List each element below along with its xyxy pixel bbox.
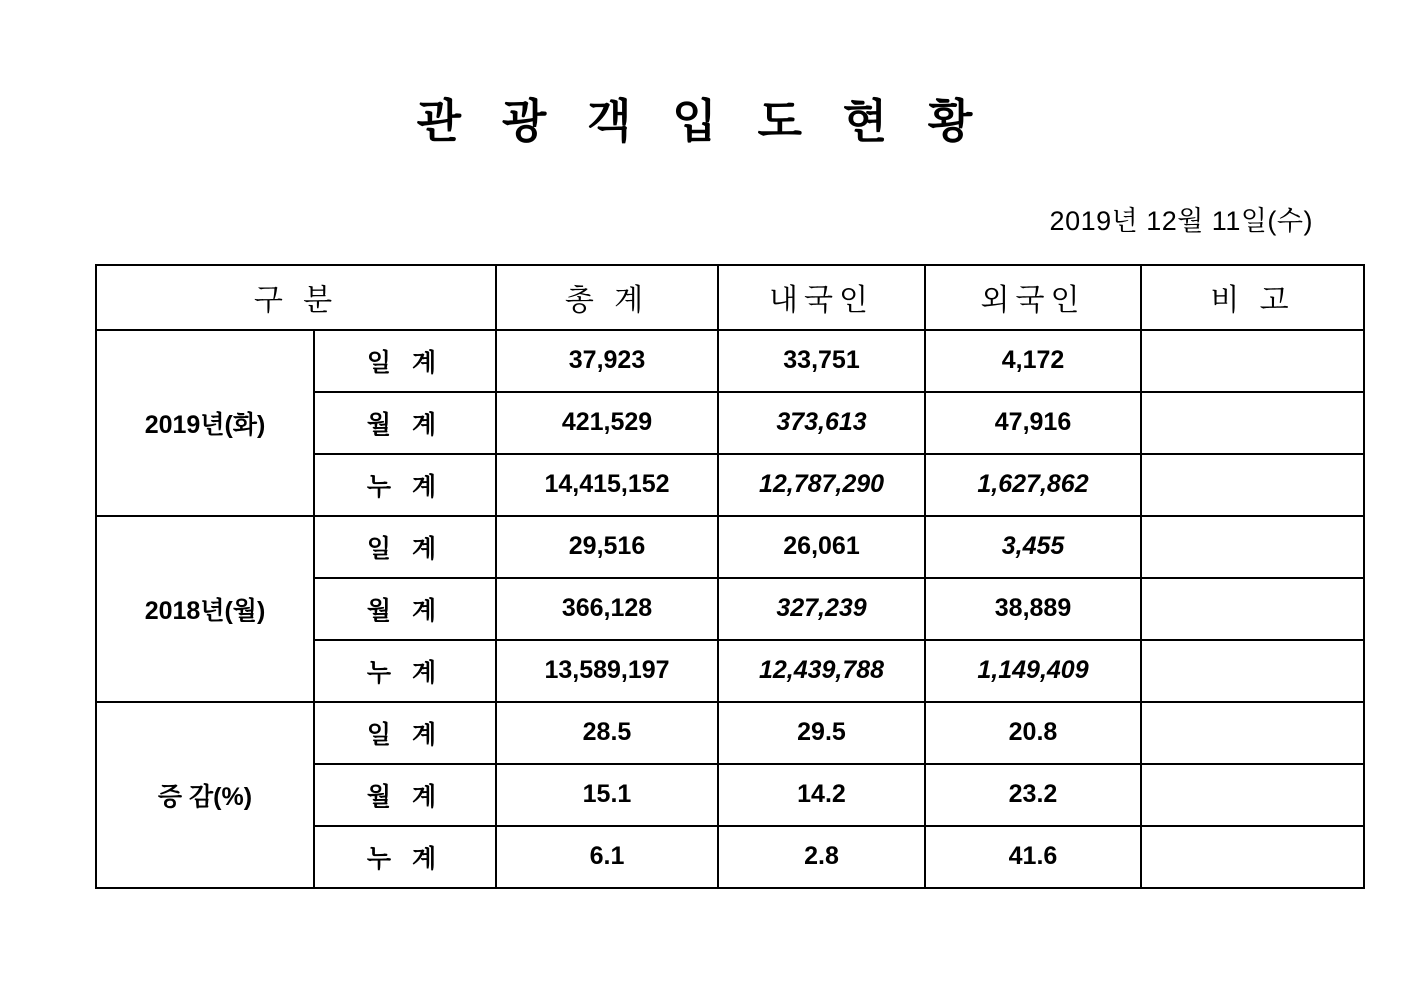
tourist-statistics-table xyxy=(95,264,1365,889)
cell-foreign: 20.8 xyxy=(925,702,1141,764)
cell-foreign: 1,149,409 xyxy=(925,640,1141,702)
cell-foreign: 47,916 xyxy=(925,392,1141,454)
group-label-2019: 2019년(화) xyxy=(96,330,314,516)
cell-note xyxy=(1141,330,1364,392)
cell-domestic: 33,751 xyxy=(718,330,925,392)
cell-total: 15.1 xyxy=(496,764,718,826)
cell-total: 14,415,152 xyxy=(496,454,718,516)
cell-note xyxy=(1141,764,1364,826)
row-label-daily: 일 계 xyxy=(314,516,496,578)
table-row xyxy=(96,330,1364,392)
group-label-2018: 2018년(월) xyxy=(96,516,314,702)
header-domestic: 내국인 xyxy=(718,265,925,330)
row-label-cumulative: 누 계 xyxy=(314,640,496,702)
cell-total: 366,128 xyxy=(496,578,718,640)
table-row xyxy=(96,516,1364,578)
cell-foreign: 23.2 xyxy=(925,764,1141,826)
cell-total: 28.5 xyxy=(496,702,718,764)
cell-total: 13,589,197 xyxy=(496,640,718,702)
cell-note xyxy=(1141,392,1364,454)
cell-domestic: 12,439,788 xyxy=(718,640,925,702)
cell-domestic: 373,613 xyxy=(718,392,925,454)
row-label-daily: 일 계 xyxy=(314,702,496,764)
page-title: 관 광 객 입 도 현 황 xyxy=(416,95,987,147)
header-note: 비 고 xyxy=(1141,265,1364,330)
table-header-row xyxy=(96,265,1364,330)
cell-domestic: 14.2 xyxy=(718,764,925,826)
cell-foreign: 4,172 xyxy=(925,330,1141,392)
group-label-change: 증 감(%) xyxy=(96,702,314,888)
report-date: 2019년 12월 11일(수) xyxy=(1049,205,1313,236)
header-gubun: 구 분 xyxy=(96,265,496,330)
cell-note xyxy=(1141,826,1364,888)
cell-note xyxy=(1141,640,1364,702)
row-label-monthly: 월 계 xyxy=(314,764,496,826)
row-label-daily: 일 계 xyxy=(314,330,496,392)
cell-total: 29,516 xyxy=(496,516,718,578)
row-label-cumulative: 누 계 xyxy=(314,454,496,516)
cell-foreign: 3,455 xyxy=(925,516,1141,578)
cell-note xyxy=(1141,454,1364,516)
cell-note xyxy=(1141,516,1364,578)
cell-domestic: 29.5 xyxy=(718,702,925,764)
cell-domestic: 12,787,290 xyxy=(718,454,925,516)
cell-foreign: 41.6 xyxy=(925,826,1141,888)
cell-total: 37,923 xyxy=(496,330,718,392)
cell-total: 421,529 xyxy=(496,392,718,454)
cell-foreign: 1,627,862 xyxy=(925,454,1141,516)
cell-domestic: 2.8 xyxy=(718,826,925,888)
table-row xyxy=(96,702,1364,764)
row-label-monthly: 월 계 xyxy=(314,578,496,640)
row-label-monthly: 월 계 xyxy=(314,392,496,454)
header-total: 총 계 xyxy=(496,265,718,330)
cell-note xyxy=(1141,578,1364,640)
cell-note xyxy=(1141,702,1364,764)
row-label-cumulative: 누 계 xyxy=(314,826,496,888)
cell-total: 6.1 xyxy=(496,826,718,888)
cell-domestic: 26,061 xyxy=(718,516,925,578)
header-foreign: 외국인 xyxy=(925,265,1141,330)
cell-foreign: 38,889 xyxy=(925,578,1141,640)
cell-domestic: 327,239 xyxy=(718,578,925,640)
